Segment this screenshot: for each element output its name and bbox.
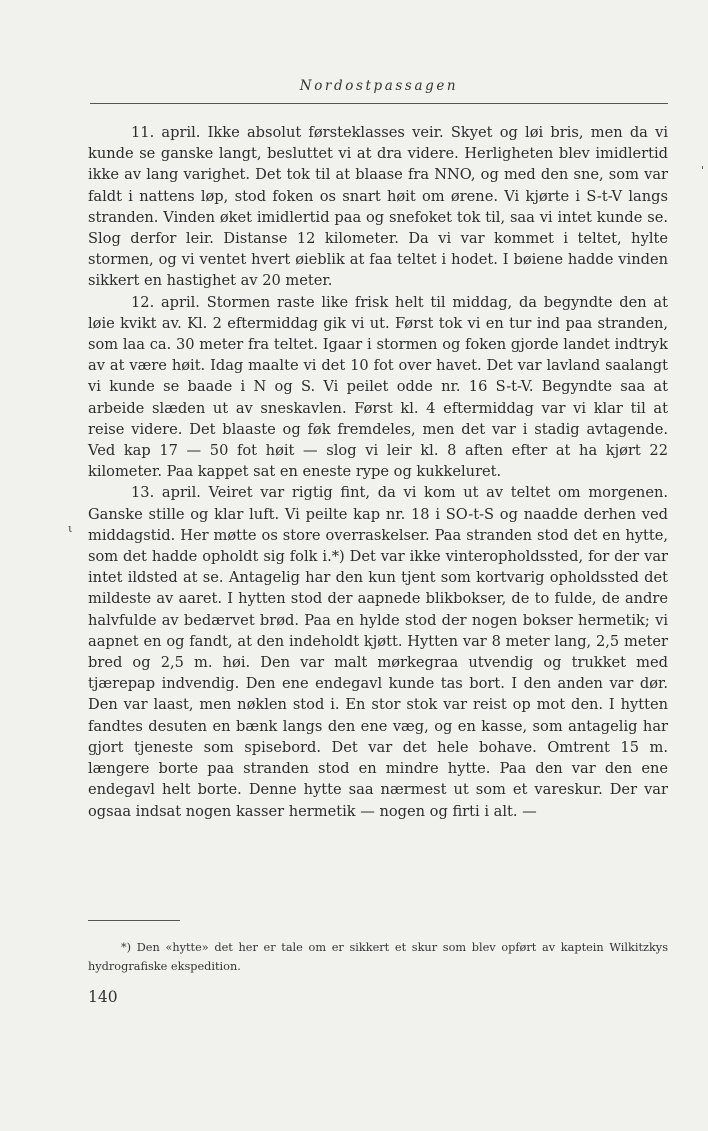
footnote — [88, 938, 668, 976]
running-title: Nordostpassagen — [299, 78, 459, 94]
header-rule — [90, 103, 668, 104]
margin-mark-right: ' — [700, 164, 704, 177]
margin-mark-left: ι — [68, 522, 73, 535]
footnote-rule — [88, 920, 180, 921]
paragraph-april-12: 12. april. Stormen raste like frisk helt til middag, da begyndte den at løie kvikt av. Kl. 2 eftermiddag gik vi ut. Først tok vi en tur ind paa stranden, som laa ca. 30 meter fra teltet. Igaar i stormen og foken gjorde landet indtryk av at være høit. Idag maalte vi det 10 fot over havet. Det var lavland saalangt vi kunde se baade i N og S. Vi peilet odde nr. 16 S-t-V. Begyndte saa at arbeide slæden ut av sneskavlen. Først kl. 4 eftermiddag var vi klar til at reise videre. Det blaaste og føk fremdeles, men det var i stadig avtagende. Ved kap 17 — 50 fot høit — slog vi leir kl. 8 aften efter at ha kjørt 22 kilometer. Paa kappet sat en eneste rype og kukkeluret. — [88, 293, 668, 481]
body-text — [88, 122, 668, 822]
page-number: 140 — [88, 988, 118, 1006]
footnote-text: *) Den «hytte» det her er tale om er sikkert et skur som blev opført av kaptein Wilkitzkys hydrografiske ekspedition. — [88, 941, 668, 973]
paragraph-april-13: 13. april. Veiret var rigtig fint, da vi kom ut av teltet om morgenen. Ganske stille og klar luft. Vi peilte kap nr. 18 i SO-t-S og naadde derhen ved middagstid. Her møtte os store overraskelser. Paa stranden stod det en hytte, som det hadde opholdt sig folk i.*) Det var ikke vinteropholdssted, for der var intet ildsted at se. Antagelig har den kun tjent som kortvarig opholdssted det mildeste av aaret. I hytten stod der aapnede blikbokser, de to fulde, de andre halvfulde av bedærvet brød. Paa en hylde stod der nogen bokser hermetik; vi aapnet en og fandt, at den indeholdt kjøtt. Hytten var 8 meter lang, 2,5 meter bred og 2,5 m. høi. Den var malt mørkegraa utvendig og trukket med tjærepap indvendig. Den ene endegavl kunde tas bort. I den anden var dør. Den var laast, men nøklen stod i. En stor stok var reist op mot den. I hytten fandtes desuten en bænk langs den ene væg, og en kasse, som antagelig har gjort tjeneste som spisebord. Det var det hele bohave. Omtrent 15 m. længere borte paa stranden stod en mindre hytte. Paa den var den ene endegavl helt borte. Denne hytte saa nærmest ut som et vareskur. Der var ogsaa indsat nogen kasser hermetik — nogen og firti i alt. — — [88, 484, 668, 820]
paragraph-april-11: 11. april. Ikke absolut førsteklasses veir. Skyet og løi bris, men da vi kunde se ganske langt, besluttet vi at dra videre. Herligheten blev imidlertid ikke av lang varighet. Det tok til at blaase fra NNO, og med den sne, som var faldt i nattens løp, stod foken os snart høit om ørene. Vi kjørte i S-t-V langs stranden. Vinden øket imidlertid paa og snefoket tok til, saa vi intet kunde se. Slog derfor leir. Distanse 12 kilometer. Da vi var kommet i teltet, hylte stormen, og vi ventet hvert øieblik at faa teltet i hodet. I bøiene hadde vinden sikkert en hastighet av 20 meter. — [88, 124, 668, 290]
